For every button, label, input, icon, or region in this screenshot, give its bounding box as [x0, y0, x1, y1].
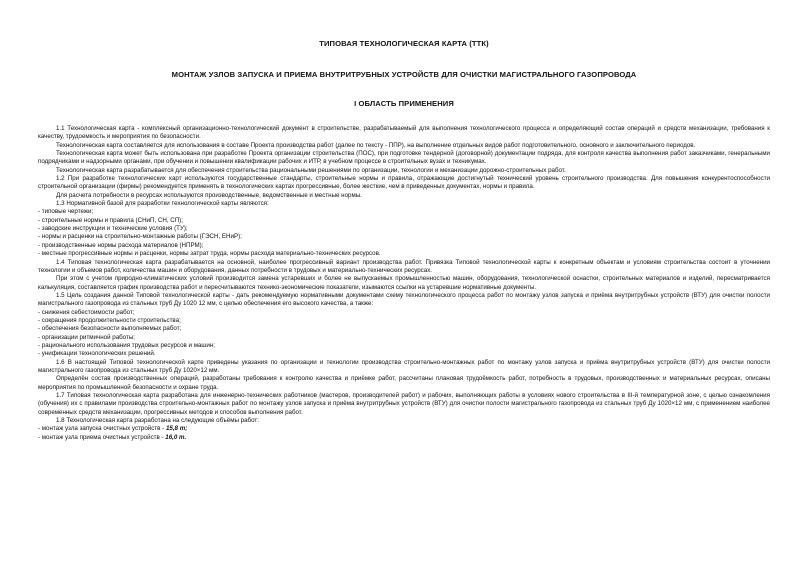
paragraph: При этом с учетом природно-климатических условий производится замена устаревших и более не выпускаемых промышленностью машин, оборудования, технологической оснастки, строительных материалов и изделий, пересматривается калькуляция, составляется график производства работ и пересчитываются технико-экономические показатели, изымаются ссылки на устаревшие нормативные документы.	[38, 275, 770, 291]
list-item: - сокращения продолжительности строительства;	[38, 316, 181, 324]
list-item: - производственные нормы расхода материалов (НПРМ);	[38, 241, 204, 249]
volume-item	[38, 425, 770, 433]
doc-subtitle: МОНТАЖ УЗЛОВ ЗАПУСКА И ПРИЕМА ВНУТРИТРУБНЫХ УСТРОЙСТВ ДЛЯ ОЧИСТКИ МАГИСТРАЛЬНОГО ГАЗОПРОВОДА	[171, 70, 637, 79]
paragraph: 1.1 Технологическая карта - комплексный организационно-технологический документ в строительстве, разрабатываемый для выполнения технологического процесса и определяющий состав операций и средств механизации, требования к качеству, трудоемкость и мероприятия по безопасности.	[38, 125, 770, 141]
paragraph: 1.7 Типовая технологическая карта разработана для инженерно-технических работников (мастеров, производителей работ) и рабочих, выполняющих работы в условиях нового строительства в III-й температурной зоне, с целью ознакомления (обучения) их с правилами производства строительно-монтажных работ по монтажу узлов запуска и приёма внутритрубных устройств (ВТУ) для очистки полости магистрального газопровода из стальных труб Ду 1020×12 мм, с применением наиболее современных средств механизации, прогрессивных методов и способов выполнения работ.	[38, 392, 770, 416]
volume-value: 16,0 т.	[165, 433, 187, 441]
doc-title: ТИПОВАЯ ТЕХНОЛОГИЧЕСКАЯ КАРТА (ТТК)	[319, 39, 489, 48]
section-heading: I ОБЛАСТЬ ПРИМЕНЕНИЯ	[354, 99, 454, 108]
list-item: - рационального использования трудовых ресурсов и машин;	[38, 341, 215, 349]
volume-item	[38, 434, 770, 442]
volume-value: 15,8 т;	[165, 425, 188, 433]
paragraph: 1.5 Цель создания данной Типовой технологической карты - дать рекомендуемую нормативными документами схему технологического процесса работ по монтажу узлов запуска и приёма внутритрубных устройств (ВТУ) для очистки полости магистрального газопровода из стальных труб Ду 1020 12 мм, с целью обеспечения его высокого качества, а также:	[38, 291, 770, 308]
list-item: - типовые чертежи;	[38, 208, 94, 216]
paragraph: Технологическая карта составляется для использования в составе Проекта производства работ (далее по тексту - ППР), на выполнение отдельных видов работ подготовительного, основного и заключительного периодов.	[56, 141, 696, 149]
list-item: - снижения себестоимости работ;	[38, 308, 135, 316]
list-item: - местные прогрессивные нормы и расценки, нормы затрат труда, нормы расхода материально-технических ресурсов.	[38, 250, 381, 258]
document-body	[38, 125, 770, 442]
paragraph: 1.3 Нормативной базой для разработки технологической карты являются:	[56, 200, 269, 208]
list-item: - обеспечения безопасности выполняемых работ;	[38, 325, 182, 333]
paragraph: Технологическая карта может быть использована при разработке Проекта организации строительства (ПОС), при подготовке тендерной (договорной) документации подряда, для контроля качества выполнения работ заказчиками, генеральными подрядчиками и надзорными органами, при обучении и повышении квалификации рабочих и ИТР, в учебном процессе в строительных вузах и техникумах.	[38, 150, 770, 166]
list-item: - строительные нормы и правила (СНиП, СН, СП);	[38, 216, 183, 224]
list-item: - организации ритмичной работы;	[38, 333, 135, 341]
volume-label: - монтаж узла приема очистных устройств -	[38, 433, 166, 441]
paragraph: 1.6 В настоящей Типовой технологической карте приведены указания по организации и технологии производства строительно-монтажных работ по монтажу узлов запуска и приёма внутритрубных устройств (ВТУ) для очистки полости магистрального газопровода из стальных труб Ду 1020×12 мм.	[38, 358, 770, 374]
list-item: - нормы и расценки на строительно-монтажные работы (ГЭСН, ЕНиР);	[38, 233, 242, 241]
paragraph: 1.8 Технологическая карта разработана на следующие объёмы работ:	[56, 417, 259, 425]
paragraph: Для расчета потребности в ресурсах используются производственные, ведомственные и местные нормы.	[56, 191, 362, 199]
paragraph: Технологическая карта разрабатывается для обеспечения строительства рациональными решениями по организации, технологии и механизации дорожно-строительных работ.	[56, 166, 566, 174]
paragraph: 1.4 Типовая технологическая карта разрабатывается на основной, наиболее прогрессивный вариант производства работ. Привязка Типовой технологической карты к конкретным объектам и условиям строительства состоит в уточнении технологии и объемов работ, количества машин и оборудования, данных потребности в трудовых и материально-технических ресурсах.	[38, 258, 770, 274]
list-item: - заводские инструкции и технические условия (ТУ);	[38, 225, 188, 233]
volume-label: - монтаж узла запуска очистных устройств -	[38, 425, 166, 433]
list-item: - унификации технологических решений.	[38, 350, 156, 358]
paragraph: 1.2 При разработке технологических карт используются государственные стандарты, строительные нормы и правила, отражающие достигнутый технический уровень строительного производства. Для повышения конкурентоспособности строительной организации (фирмы) рекомендуется применять в технологических картах прогрессивные, более жесткие, чем в приведенных документах, нормы и правила.	[38, 175, 770, 191]
paragraph: Определён состав производственных операций, разработаны требования к контролю качества и приёмке работ, рассчитаны плановая трудоёмкость работ, потребность в трудовых, производственных и материальных ресурсах, описаны мероприятия по промышленной безопасности и охране труда.	[38, 375, 770, 391]
